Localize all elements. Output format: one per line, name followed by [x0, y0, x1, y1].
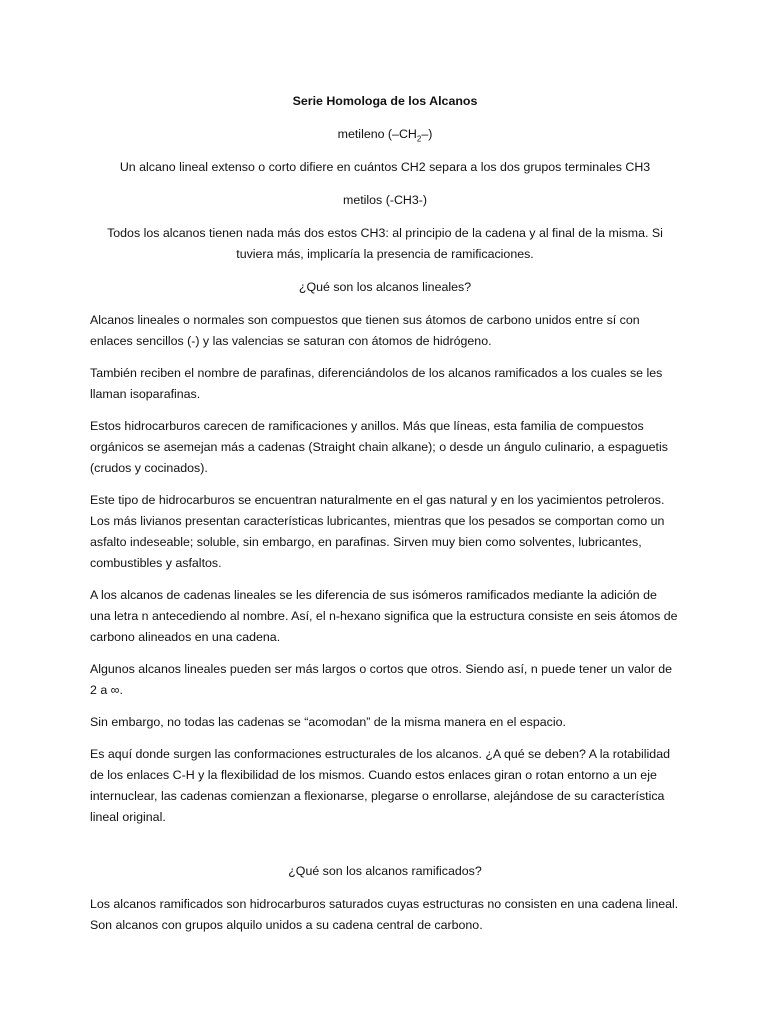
metileno-prefix: metileno (–CH [337, 127, 417, 141]
intro-line: Un alcano lineal extenso o corto difiere en cuántos CH2 separa a los dos grupos terminales CH3 [119, 160, 651, 174]
metileno-suffix: –) [421, 127, 433, 141]
metileno-formula [90, 124, 680, 145]
terminal-groups-paragraph: Todos los alcanos tienen nada más dos estos CH3: al principio de la cadena y al final de la misma. Si tuviera más, implicaría la presencia de ramificaciones. [107, 226, 663, 261]
paragraph-lineales-4: Este tipo de hidrocarburos se encuentran naturalmente en el gas natural y en los yacimientos petroleros. Los más livianos presentan características lubricantes, mientras que los pesados se comportan como un asfalto indeseable; soluble, sin embargo, en parafinas. Sirven muy bien como solventes, lubricantes, combustibles y asfaltos. [90, 493, 665, 570]
metileno-subscript: 2 [416, 134, 422, 144]
paragraph-ramificados: Los alcanos ramificados son hidrocarburos saturados cuyas estructuras no consisten en una cadena lineal. Son alcanos con grupos alquilo unidos a su cadena central de carbono. [90, 897, 679, 932]
paragraph-lineales-8: Es aquí donde surgen las conformaciones estructurales de los alcanos. ¿A qué se deben? A la rotabilidad de los enlaces C-H y la flexibilidad de los mismos. Cuando estos enlaces giran o rotan entorno a un eje internuclear, las cadenas comienzan a flexionarse, plegarse o enrollarse, alejándose de su característica lineal original. [90, 747, 670, 824]
paragraph-lineales-2: También reciben el nombre de parafinas, diferenciándolos de los alcanos ramificados a los cuales se les llaman isoparafinas. [90, 366, 663, 401]
document-title: Serie Homologa de los Alcanos [292, 94, 478, 108]
paragraph-lineales-3: Estos hidrocarburos carecen de ramificaciones y anillos. Más que líneas, esta familia de compuestos orgánicos se asemejan más a cadenas (Straight chain alkane); o desde un ángulo culinario, a espaguetis (crudos y cocinados). [90, 419, 668, 475]
metilos-formula: metilos (-CH3-) [343, 193, 427, 207]
heading-alcanos-lineales: ¿Qué son los alcanos lineales? [298, 280, 472, 294]
heading-alcanos-ramificados: ¿Qué son los alcanos ramificados? [288, 864, 482, 878]
section-spacer [90, 839, 680, 861]
paragraph-lineales-5: A los alcanos de cadenas lineales se les diferencia de sus isómeros ramificados mediante la adición de una letra n antecediendo al nombre. Así, el n-hexano significa que la estructura consiste en seis átomos de carbono alineados en una cadena. [90, 588, 678, 644]
paragraph-lineales-6: Algunos alcanos lineales pueden ser más largos o cortos que otros. Siendo así, n puede tener un valor de 2 a ∞. [90, 662, 673, 697]
paragraph-lineales-7: Sin embargo, no todas las cadenas se “acomodan” de la misma manera en el espacio. [90, 715, 566, 729]
paragraph-lineales-1: Alcanos lineales o normales son compuestos que tienen sus átomos de carbono unidos entre sí con enlaces sencillos (-) y las valencias se saturan con átomos de hidrógeno. [90, 313, 640, 348]
document-content [90, 91, 680, 947]
